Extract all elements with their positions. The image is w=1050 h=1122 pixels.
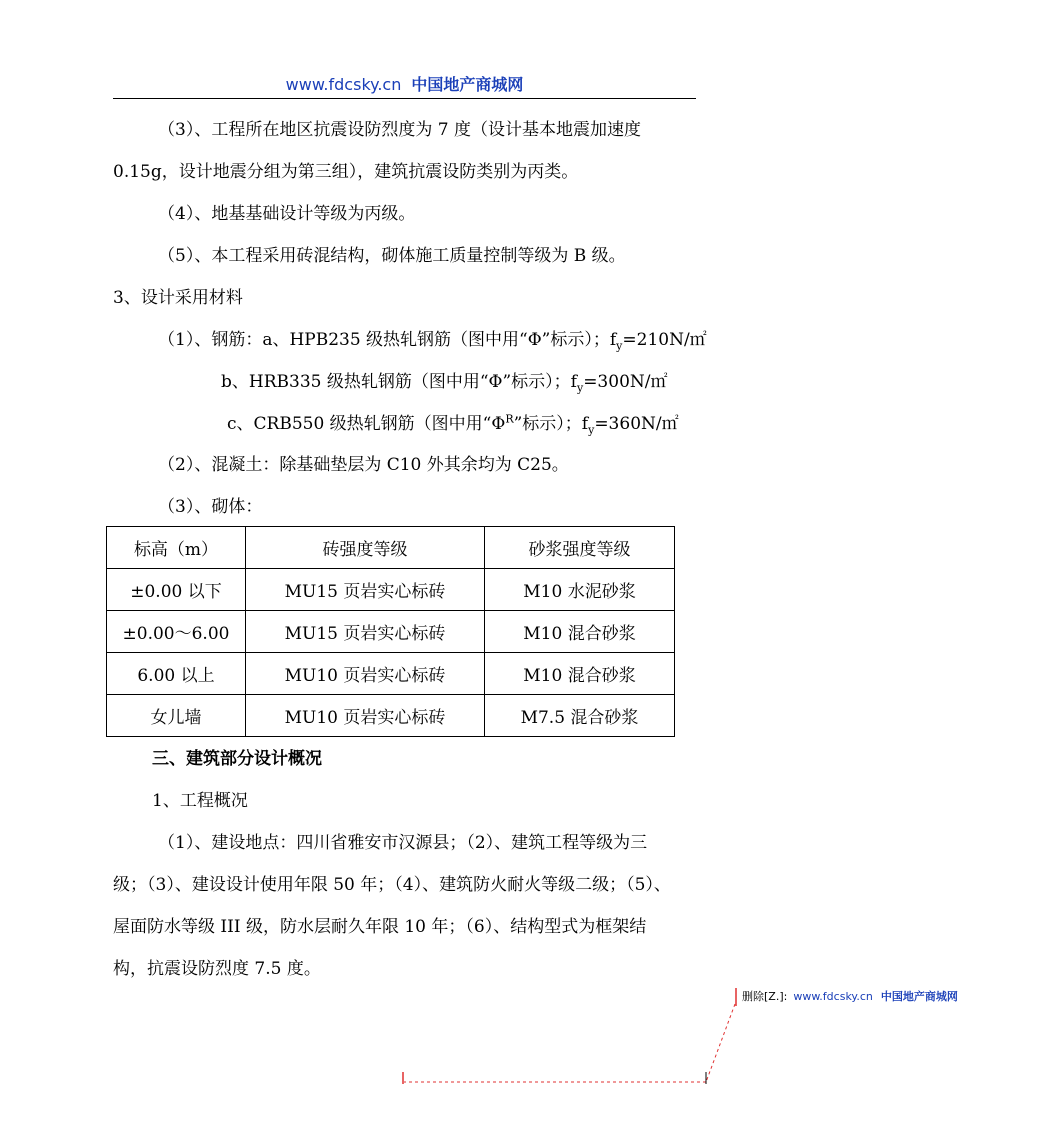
table-cell: 6.00 以上: [107, 653, 246, 695]
table-cell: M7.5 混合砂浆: [485, 695, 675, 737]
header-site-name: 中国地产商城网: [411, 75, 524, 94]
steel-c-text1: c、CRB550 级热轧钢筋（图中用“Φ: [227, 414, 506, 434]
steel-c-sub: y: [588, 423, 595, 437]
heading-materials: 3、设计采用材料: [113, 288, 243, 308]
table-cell: 女儿墙: [107, 695, 246, 737]
table-cell: MU10 页岩实心标砖: [246, 695, 485, 737]
table-cell: M10 混合砂浆: [485, 653, 675, 695]
table-header-cell: 标高（m）: [107, 527, 246, 569]
paragraph-structure: （5）、本工程采用砖混结构，砌体施工质量控制等级为 B 级。: [158, 246, 626, 266]
section-title: 三、建筑部分设计概况: [152, 749, 322, 769]
table-cell: M10 水泥砂浆: [485, 569, 675, 611]
section-subtitle: 1、工程概况: [152, 791, 248, 811]
overview-line-2: 级；（3）、建设设计使用年限 50 年；（4）、建筑防火耐火等级二级；（5）、: [113, 875, 671, 895]
table-header-cell: 砖强度等级: [246, 527, 485, 569]
steel-a-value: =210N/㎡: [622, 330, 707, 350]
header-url-link[interactable]: www.fdcsky.cn: [285, 75, 402, 94]
steel-b-text: b、HRB335 级热轧钢筋（图中用“Φ”标示）；f: [221, 372, 577, 392]
table-cell: MU15 页岩实心标砖: [246, 611, 485, 653]
table-cell: ±0.00 以下: [107, 569, 246, 611]
steel-a-sub: y: [616, 339, 623, 353]
table-header-cell: 砂浆强度等级: [485, 527, 675, 569]
overview-line-1: （1）、建设地点：四川省雅安市汉源县；（2）、建筑工程等级为三: [158, 833, 648, 853]
steel-c-value: =360N/㎡: [594, 414, 679, 434]
steel-a-text: （1）、钢筋：a、HPB235 级热轧钢筋（图中用“Φ”标示）；f: [158, 330, 617, 350]
table-cell: MU15 页岩实心标砖: [246, 569, 485, 611]
paragraph-seismic-1: （3）、工程所在地区抗震设防烈度为 7 度（设计基本地震加速度: [158, 120, 641, 140]
steel-c-sup: R: [505, 412, 514, 426]
paragraph-masonry: （3）、砌体：: [158, 497, 263, 517]
steel-b-value: =300N/㎡: [583, 372, 668, 392]
steel-c-text2: ”标示）；f: [513, 414, 589, 434]
table-cell: ±0.00～6.00: [107, 611, 246, 653]
paragraph-seismic-2: 0.15g，设计地震分组为第三组），建筑抗震设防类别为丙类。: [113, 162, 579, 182]
table-cell: M10 混合砂浆: [485, 611, 675, 653]
overview-line-4: 构，抗震设防烈度 7.5 度。: [113, 959, 321, 979]
comment-tag: 删除[Z.]:: [742, 990, 788, 1003]
paragraph-concrete: （2）、混凝土：除基础垫层为 C10 外其余均为 C25。: [158, 455, 569, 475]
comment-site-name: 中国地产商城网: [880, 990, 958, 1003]
overview-line-3: 屋面防水等级 III 级，防水层耐久年限 10 年；（6）、结构型式为框架结: [113, 917, 647, 937]
connector-diagonal: [706, 1004, 735, 1082]
comment-url-link[interactable]: www.fdcsky.cn: [793, 990, 873, 1003]
paragraph-foundation: （4）、地基基础设计等级为丙级。: [158, 204, 416, 224]
steel-b-sub: y: [576, 381, 584, 395]
table-cell: MU10 页岩实心标砖: [246, 653, 485, 695]
